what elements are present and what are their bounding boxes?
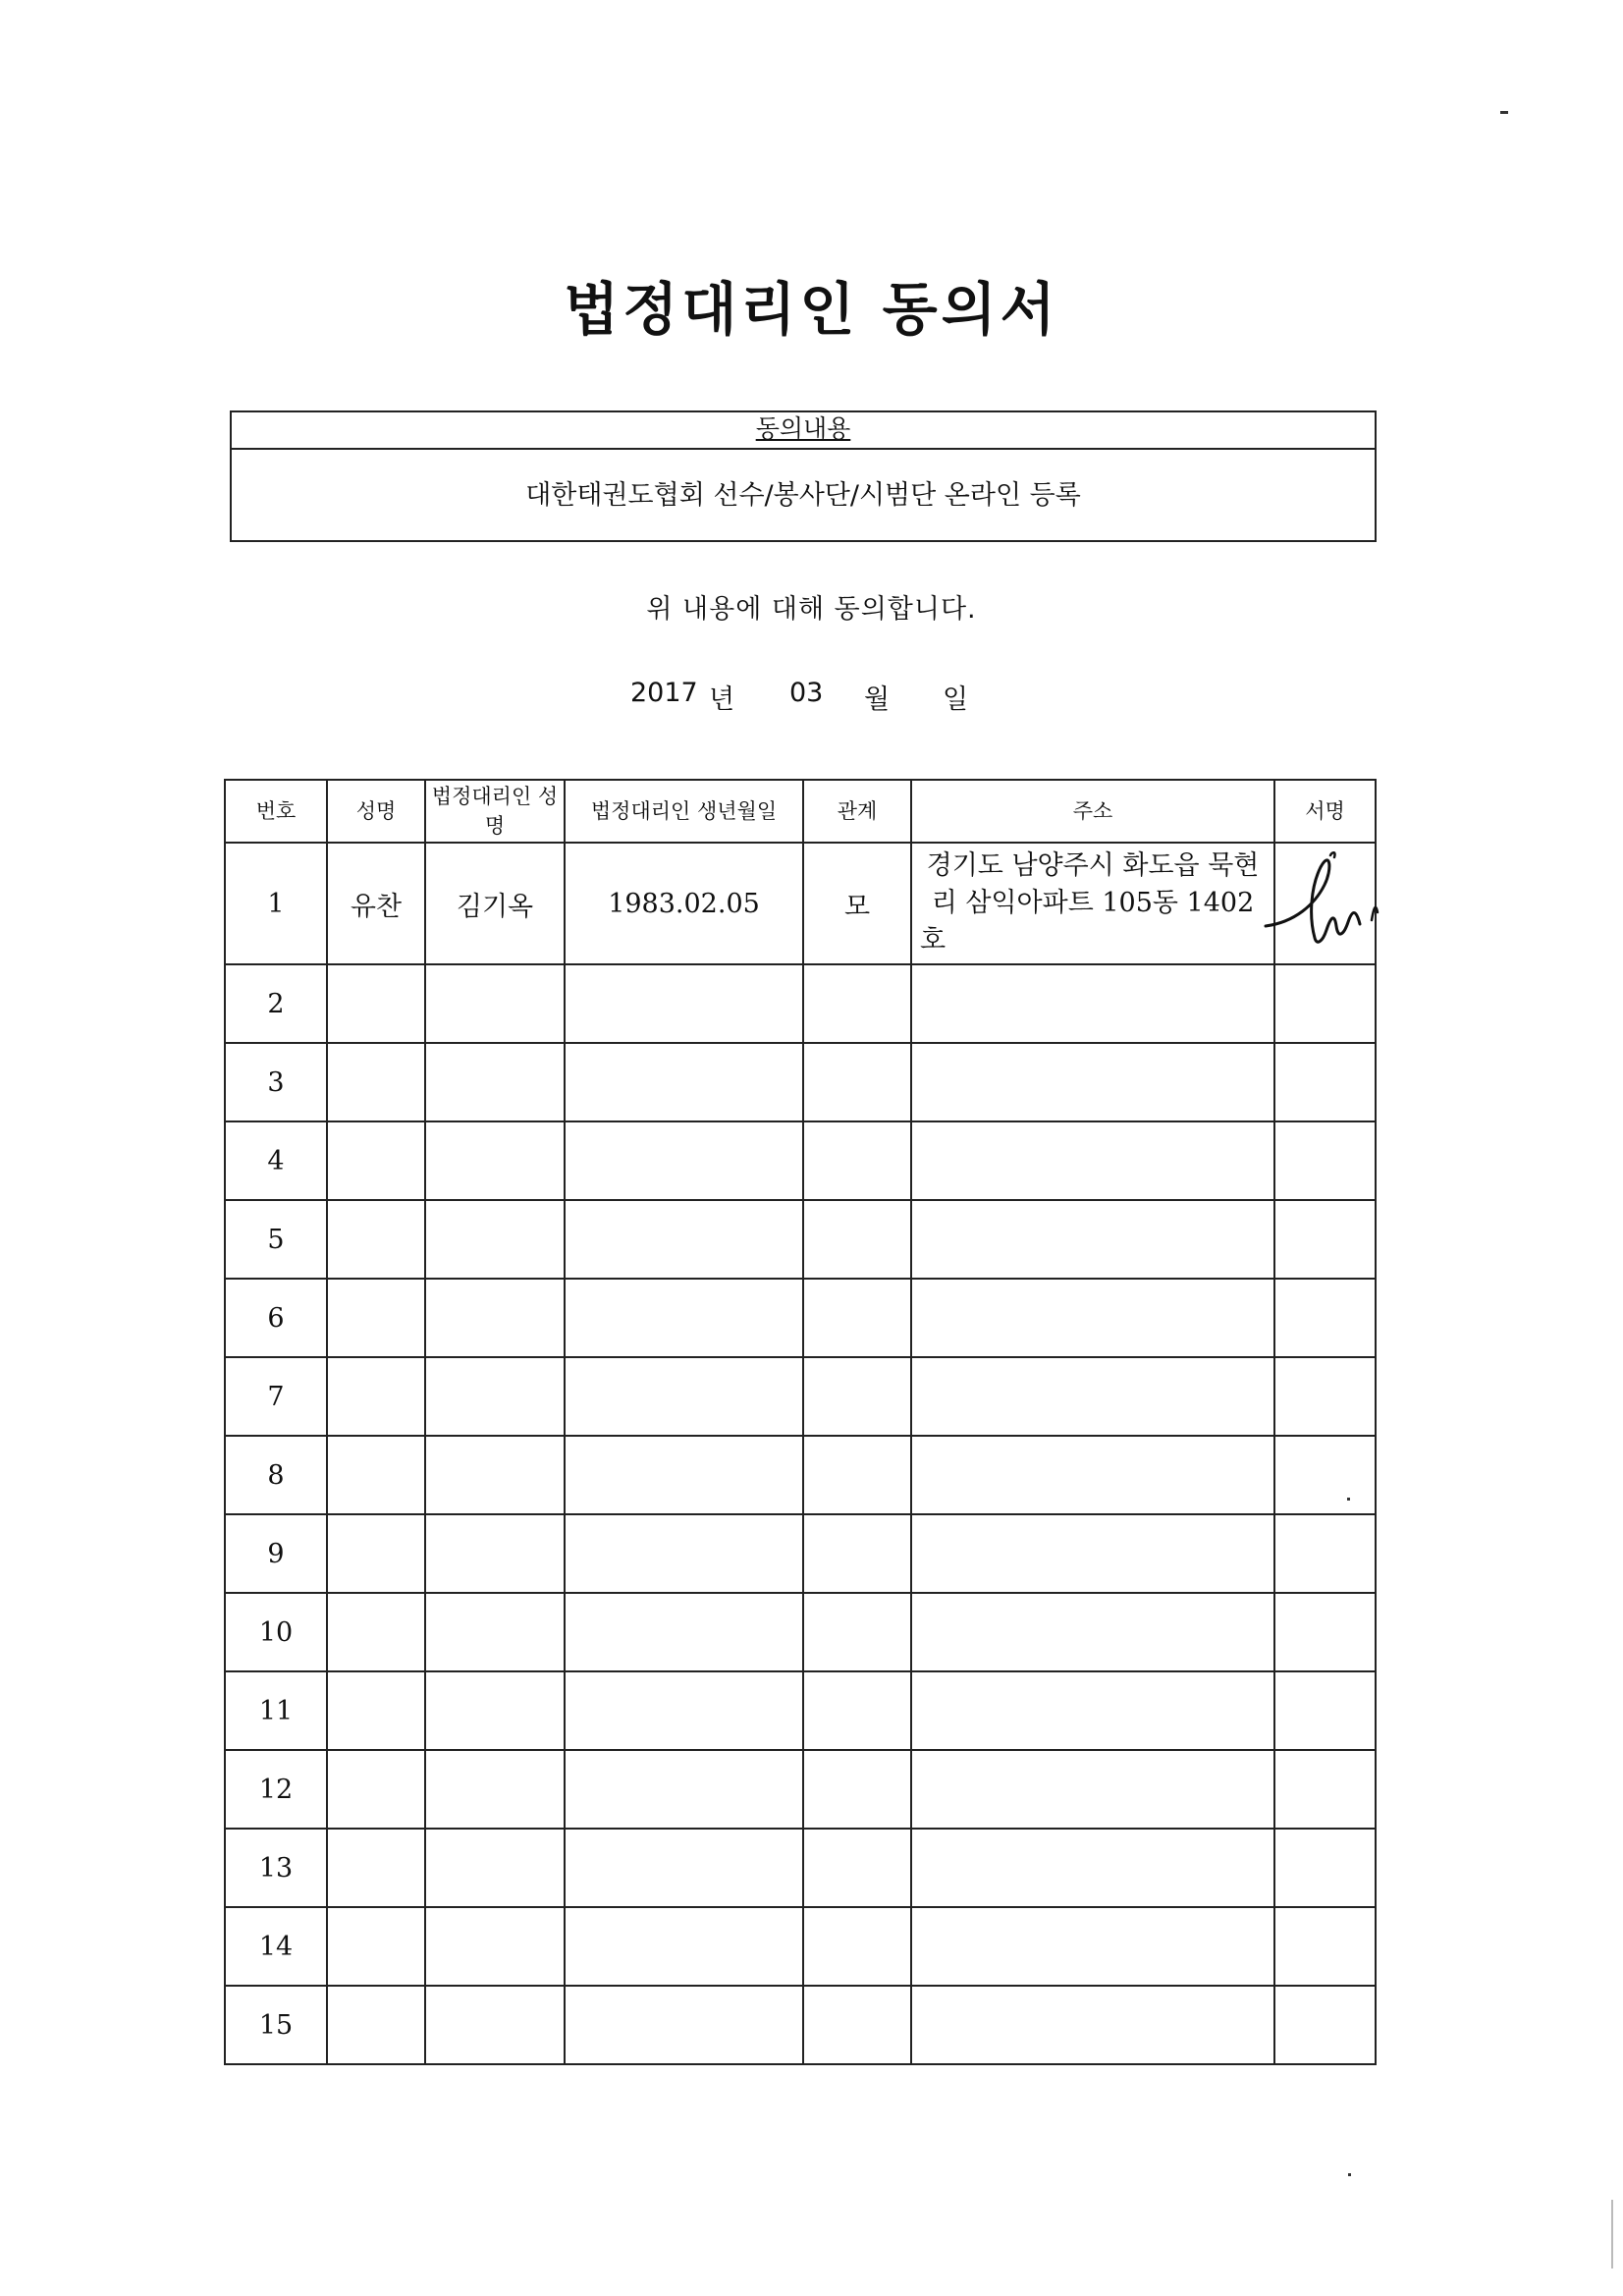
cell-guardian-name	[425, 1593, 565, 1671]
cell-address	[911, 964, 1274, 1043]
guardian-table	[224, 779, 1377, 2065]
cell-relation	[803, 1357, 911, 1436]
cell-signature	[1274, 1357, 1376, 1436]
cell-relation	[803, 1671, 911, 1750]
cell-name	[327, 1593, 425, 1671]
cell-address	[911, 1986, 1274, 2064]
cell-guardian-birth	[565, 1357, 803, 1436]
cell-guardian-name	[425, 1750, 565, 1829]
cell-signature	[1274, 1750, 1376, 1829]
scan-speck	[1348, 2173, 1351, 2176]
cell-signature	[1274, 964, 1376, 1043]
cell-signature	[1274, 1986, 1376, 2064]
cell-relation	[803, 1121, 911, 1200]
header-address: 주소	[911, 780, 1274, 843]
cell-relation	[803, 1986, 911, 2064]
cell-address	[911, 1436, 1274, 1514]
cell-address: 경기도 남양주시 화도읍 묵현리 삼익아파트 105동 1402호	[911, 843, 1274, 964]
table-row	[225, 843, 1376, 964]
table-row	[225, 1357, 1376, 1436]
cell-relation	[803, 1829, 911, 1907]
cell-address	[911, 1514, 1274, 1593]
table-row	[225, 1907, 1376, 1986]
cell-no: 7	[225, 1357, 327, 1436]
cell-guardian-birth	[565, 964, 803, 1043]
cell-name	[327, 1200, 425, 1279]
cell-address	[911, 1593, 1274, 1671]
cell-address	[911, 1829, 1274, 1907]
cell-signature	[1274, 1829, 1376, 1907]
table-row	[225, 1514, 1376, 1593]
table-row	[225, 1986, 1376, 2064]
cell-name	[327, 1436, 425, 1514]
table-row	[225, 1043, 1376, 1121]
cell-address	[911, 1671, 1274, 1750]
header-guardian-name: 법정대리인 성명	[425, 780, 565, 843]
cell-address	[911, 1121, 1274, 1200]
agreement-statement: 위 내용에 대해 동의합니다.	[646, 594, 977, 625]
scan-speck	[1500, 111, 1508, 114]
cell-guardian-birth	[565, 1829, 803, 1907]
cell-guardian-name	[425, 1436, 565, 1514]
consent-header-label: 동의내용	[755, 414, 851, 443]
cell-relation: 모	[803, 843, 911, 964]
cell-guardian-name	[425, 1200, 565, 1279]
cell-no: 13	[225, 1829, 327, 1907]
cell-signature	[1274, 1436, 1376, 1514]
cell-relation	[803, 964, 911, 1043]
header-guardian-birth: 법정대리인 생년월일	[565, 780, 803, 843]
cell-guardian-birth	[565, 1907, 803, 1986]
cell-guardian-name	[425, 1357, 565, 1436]
cell-relation	[803, 1279, 911, 1357]
cell-name	[327, 1907, 425, 1986]
handwritten-signature	[1275, 844, 1433, 963]
cell-guardian-name: 김기옥	[425, 843, 565, 964]
cell-guardian-name	[425, 1829, 565, 1907]
table-row	[225, 1121, 1376, 1200]
cell-guardian-birth	[565, 1121, 803, 1200]
header-signature: 서명	[1274, 780, 1376, 843]
cell-signature	[1274, 1200, 1376, 1279]
cell-name: 유찬	[327, 843, 425, 964]
cell-no: 4	[225, 1121, 327, 1200]
date-month: 03	[789, 678, 824, 708]
cell-guardian-birth	[565, 1593, 803, 1671]
cell-signature	[1274, 1514, 1376, 1593]
cell-guardian-birth	[565, 1750, 803, 1829]
cell-relation	[803, 1750, 911, 1829]
cell-relation	[803, 1593, 911, 1671]
scan-speck	[1611, 2200, 1613, 2269]
cell-guardian-birth	[565, 1200, 803, 1279]
cell-guardian-birth	[565, 1986, 803, 2064]
table-body	[225, 843, 1376, 2064]
cell-no: 15	[225, 1986, 327, 2064]
cell-name	[327, 964, 425, 1043]
cell-guardian-name	[425, 1121, 565, 1200]
cell-name	[327, 1750, 425, 1829]
cell-no: 9	[225, 1514, 327, 1593]
cell-address	[911, 1357, 1274, 1436]
cell-name	[327, 1514, 425, 1593]
cell-guardian-name	[425, 1986, 565, 2064]
cell-signature	[1274, 1671, 1376, 1750]
cell-name	[327, 1043, 425, 1121]
table-row	[225, 1593, 1376, 1671]
cell-guardian-name	[425, 1907, 565, 1986]
cell-guardian-name	[425, 1043, 565, 1121]
cell-no: 12	[225, 1750, 327, 1829]
cell-name	[327, 1279, 425, 1357]
page-title: 법정대리인 동의서	[564, 276, 1059, 343]
cell-relation	[803, 1907, 911, 1986]
cell-address	[911, 1043, 1274, 1121]
cell-no: 2	[225, 964, 327, 1043]
cell-relation	[803, 1043, 911, 1121]
cell-guardian-birth	[565, 1279, 803, 1357]
table-row	[225, 1436, 1376, 1514]
cell-guardian-name	[425, 1279, 565, 1357]
cell-no: 6	[225, 1279, 327, 1357]
consent-text: 대한태권도협회 선수/봉사단/시범단 온라인 등록	[525, 480, 1081, 511]
table-row	[225, 1671, 1376, 1750]
cell-guardian-birth	[565, 1514, 803, 1593]
cell-relation	[803, 1514, 911, 1593]
cell-signature	[1274, 1121, 1376, 1200]
table-row	[225, 1200, 1376, 1279]
cell-no: 5	[225, 1200, 327, 1279]
date-year: 2017	[630, 678, 698, 708]
cell-address	[911, 1200, 1274, 1279]
cell-name	[327, 1671, 425, 1750]
cell-no: 14	[225, 1907, 327, 1986]
cell-address	[911, 1907, 1274, 1986]
cell-signature	[1274, 1279, 1376, 1357]
cell-name	[327, 1829, 425, 1907]
cell-guardian-birth	[565, 1671, 803, 1750]
cell-signature	[1274, 1043, 1376, 1121]
cell-name	[327, 1986, 425, 2064]
cell-relation	[803, 1200, 911, 1279]
cell-no: 11	[225, 1671, 327, 1750]
cell-guardian-name	[425, 1671, 565, 1750]
cell-signature	[1274, 1593, 1376, 1671]
table-row	[225, 964, 1376, 1043]
consent-header	[232, 412, 1375, 450]
header-no: 번호	[225, 780, 327, 843]
date-day-unit: 일	[943, 684, 969, 715]
cell-no: 8	[225, 1436, 327, 1514]
cell-signature	[1274, 1907, 1376, 1986]
cell-address	[911, 1750, 1274, 1829]
table-row	[225, 1829, 1376, 1907]
cell-guardian-name	[425, 964, 565, 1043]
table-row	[225, 1750, 1376, 1829]
date-month-unit: 월	[864, 684, 891, 715]
cell-name	[327, 1121, 425, 1200]
cell-signature	[1274, 843, 1376, 964]
cell-guardian-name	[425, 1514, 565, 1593]
cell-relation	[803, 1436, 911, 1514]
cell-no: 10	[225, 1593, 327, 1671]
cell-no: 3	[225, 1043, 327, 1121]
cell-guardian-birth	[565, 1436, 803, 1514]
table-header-row	[225, 780, 1376, 843]
cell-guardian-birth	[565, 1043, 803, 1121]
table-row	[225, 1279, 1376, 1357]
consent-box	[230, 410, 1377, 542]
cell-guardian-birth: 1983.02.05	[565, 843, 803, 964]
header-relation: 관계	[803, 780, 911, 843]
cell-no: 1	[225, 843, 327, 964]
date-year-unit: 년	[709, 684, 735, 715]
cell-address	[911, 1279, 1274, 1357]
header-name: 성명	[327, 780, 425, 843]
scan-speck	[1347, 1498, 1350, 1501]
cell-name	[327, 1357, 425, 1436]
